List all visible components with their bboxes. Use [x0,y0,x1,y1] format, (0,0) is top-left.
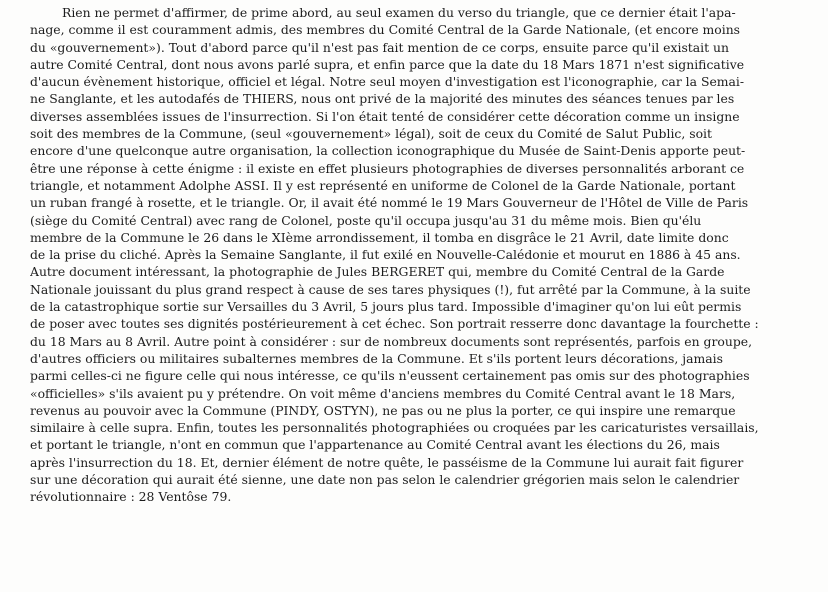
text-line: du 18 Mars au 8 Avril. Autre point à considérer : sur de nombreux documents sont représentés, parfois en groupe, [30,333,753,349]
text-line: ne Sanglante, et les autodafés de THIERS, nous ont privé de la majorité des minutes des séances tenues par les [30,91,735,107]
text-line: Autre document intéressant, la photographie de Jules BERGERET qui, membre du Comité Central de la Garde [30,264,725,280]
text-line: être une réponse à cette énigme : il existe en effet plusieurs photographies de diverses personnalités arborant ce [30,160,745,176]
text-line: (siège du Comité Central) avec rang de Colonel, poste qu'il occupa jusqu'au 31 du même mois. Bien qu'élu [30,212,702,228]
text-line: un ruban frangé à rosette, et le triangle. Or, il avait été nommé le 19 Mars Gouverneur de l'Hôtel de Ville de Paris [30,195,749,211]
text-line: de la prise du cliché. Après la Semaine Sanglante, il fut exilé en Nouvelle-Calédonie et mourut en 1886 à 45 ans. [30,247,741,263]
body-text [30,4,820,506]
text-line: soit des membres de la Commune, (seul «gouvernement» légal), soit de ceux du Comité de Salut Public, soit [30,126,712,142]
text-line: diverses assemblées issues de l'insurrection. Si l'on était tenté de considérer cette décoration comme un insigne [30,108,740,124]
text-line: «officielles» s'ils avaient pu y prétendre. On voit même d'anciens membres du Comité Central avant le 18 Mars, [30,385,736,401]
text-line: encore d'une quelconque autre organisation, la collection iconographique du Musée de Saint-Denis apporte peut- [30,143,746,159]
text-line: triangle, et notamment Adolphe ASSI. Il y est représenté en uniforme de Colonel de la Garde Nationale, portant [30,177,736,193]
text-line: Rien ne permet d'affirmer, de prime abord, au seul examen du verso du triangle, que ce dernier était l'apa- [62,5,736,20]
text-line: d'autres officiers ou militaires subalternes membres de la Commune. Et s'ils portent leurs décorations, jamais [30,350,723,366]
text-line: du «gouvernement»). Tout d'abord parce qu'il n'est pas fait mention de ce corps, ensuite parce qu'il existait un [30,39,730,55]
text-line: après l'insurrection du 18. Et, dernier élément de notre quête, le passéisme de la Commune lui aurait fait figurer [30,454,744,470]
text-line: membre de la Commune le 26 dans le XIème arrondissement, il tomba en disgrâce le 21 Avril, date limite donc [30,229,729,245]
text-line: autre Comité Central, dont nous avons parlé supra, et enfin parce que la date du 18 Mars 1871 n'est significative [30,56,745,72]
text-line: similaire à celle supra. Enfin, toutes les personnalités photographiées ou croquées par les caricaturistes versaillais, [30,420,759,436]
text-line: d'aucun évènement historique, officiel et légal. Notre seul moyen d'investigation est l'iconographie, car la Semai- [30,74,745,90]
text-line: révolutionnaire : 28 Ventôse 79. [30,489,232,505]
text-line: de poser avec toutes ses dignités postérieurement à cet échec. Son portrait resserre donc davantage la fourchette : [30,316,759,332]
text-line: sur une décoration qui aurait été sienne, une date non pas selon le calendrier grégorien mais selon le calendrier [30,472,740,488]
text-line: revenus au pouvoir avec la Commune (PINDY, OSTYN), ne pas ou ne plus la porter, ce qui inspire une remarque [30,402,736,418]
text-line: et portant le triangle, n'ont en commun que l'appartenance au Comité Central avant les élections du 26, mais [30,437,720,453]
text-line: parmi celles-ci ne figure celle qui nous intéresse, ce qu'ils n'eussent certainement pas omis sur des photographies [30,368,750,384]
text-line: Nationale jouissant du plus grand respect à cause de ses tares physiques (!), fut arrêté par la Commune, à la suite [30,281,751,297]
text-line: nage, comme il est couramment admis, des membres du Comité Central de la Garde Nationale, (et encore moins [30,22,741,38]
text-line: de la catastrophique sortie sur Versailles du 3 Avril, 5 jours plus tard. Impossible d'imaginer qu'on lui eût permis [30,299,742,315]
